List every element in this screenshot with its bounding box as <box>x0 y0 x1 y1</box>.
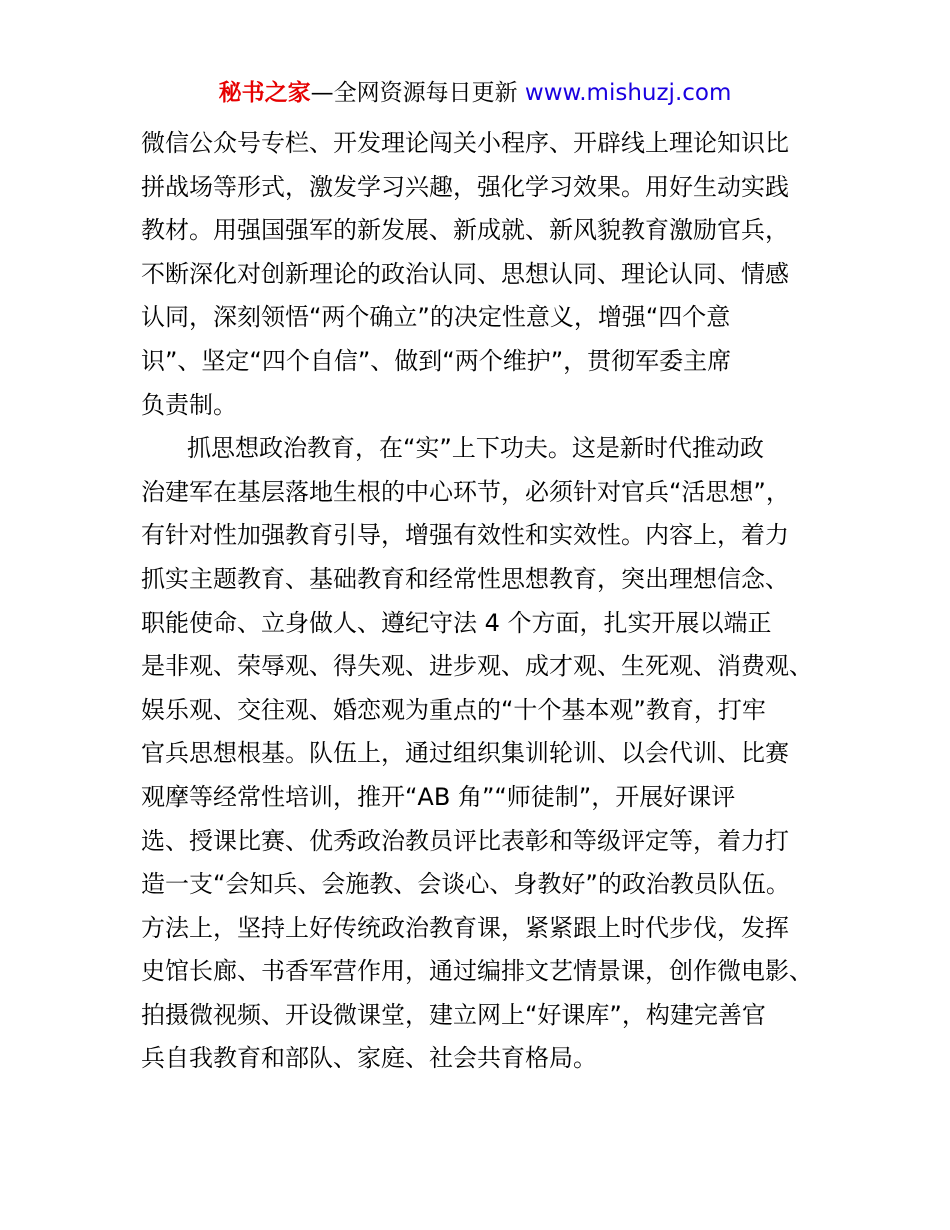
site-url-link[interactable]: www.mishuzj.com <box>524 80 732 106</box>
text-line: 拼战场等形式，激发学习兴趣，强化学习效果。用好生动实践 <box>141 172 789 201</box>
header-tagline: —全网资源每日更新 <box>310 80 525 106</box>
text-line: 兵自我教育和部队、家庭、社会共育格局。 <box>141 1044 597 1073</box>
text-line: 负责制。 <box>141 390 237 419</box>
text-line: 方法上，坚持上好传统政治教育课，紧紧跟上时代步伐，发挥 <box>141 913 789 942</box>
text-line: 娱乐观、交往观、婚恋观为重点的“十个基本观”教育，打牢 <box>141 695 766 724</box>
text-line: 选、授课比赛、优秀政治教员评比表彰和等级评定等，着力打 <box>141 826 789 855</box>
text-line: 拍摄微视频、开设微课堂，建立网上“好课库”，构建完善官 <box>141 1000 766 1029</box>
text-line: 抓实主题教育、基础教育和经常性思想教育，突出理想信念、 <box>141 564 789 593</box>
text-line: 抓思想政治教育，在“实”上下功夫。这是新时代推动政 <box>187 434 764 463</box>
text-line: 识”、坚定“四个自信”、做到“两个维护”，贯彻军委主席 <box>141 346 732 375</box>
paragraph-2 <box>141 427 811 1081</box>
text-line: 有针对性加强教育引导，增强有效性和实效性。内容上，着力 <box>141 521 789 550</box>
text-line: 不断深化对创新理论的政治认同、思想认同、理论认同、情感 <box>141 259 789 288</box>
text-line: 教材。用强国强军的新发展、新成就、新风貌教育激励官兵， <box>141 216 789 245</box>
page-header <box>0 78 950 108</box>
text-line: 职能使命、立身做人、遵纪守法 4 个方面，扎实开展以端正 <box>141 608 772 637</box>
text-line: 认同，深刻领悟“两个确立”的决定性意义，增强“四个意 <box>141 303 731 332</box>
text-line: 史馆长廊、书香军营作用，通过编排文艺情景课，创作微电影、 <box>141 957 813 986</box>
text-line: 是非观、荣辱观、得失观、进步观、成才观、生死观、消费观、 <box>141 652 813 681</box>
text-line: 微信公众号专栏、开发理论闯关小程序、开辟线上理论知识比 <box>141 129 789 157</box>
text-line: 造一支“会知兵、会施教、会谈心、身教好”的政治教员队伍。 <box>141 870 790 899</box>
paragraph-1 <box>141 122 811 427</box>
text-line: 官兵思想根基。队伍上，通过组织集训轮训、以会代训、比赛 <box>141 739 789 768</box>
text-line: 观摩等经常性培训，推开“AB 角”“师徒制”，开展好课评 <box>141 782 736 811</box>
text-line: 治建军在基层落地生根的中心环节，必须针对官兵“活思想”， <box>141 477 790 506</box>
document-body <box>141 122 811 1081</box>
brand-name: 秘书之家 <box>218 80 311 106</box>
